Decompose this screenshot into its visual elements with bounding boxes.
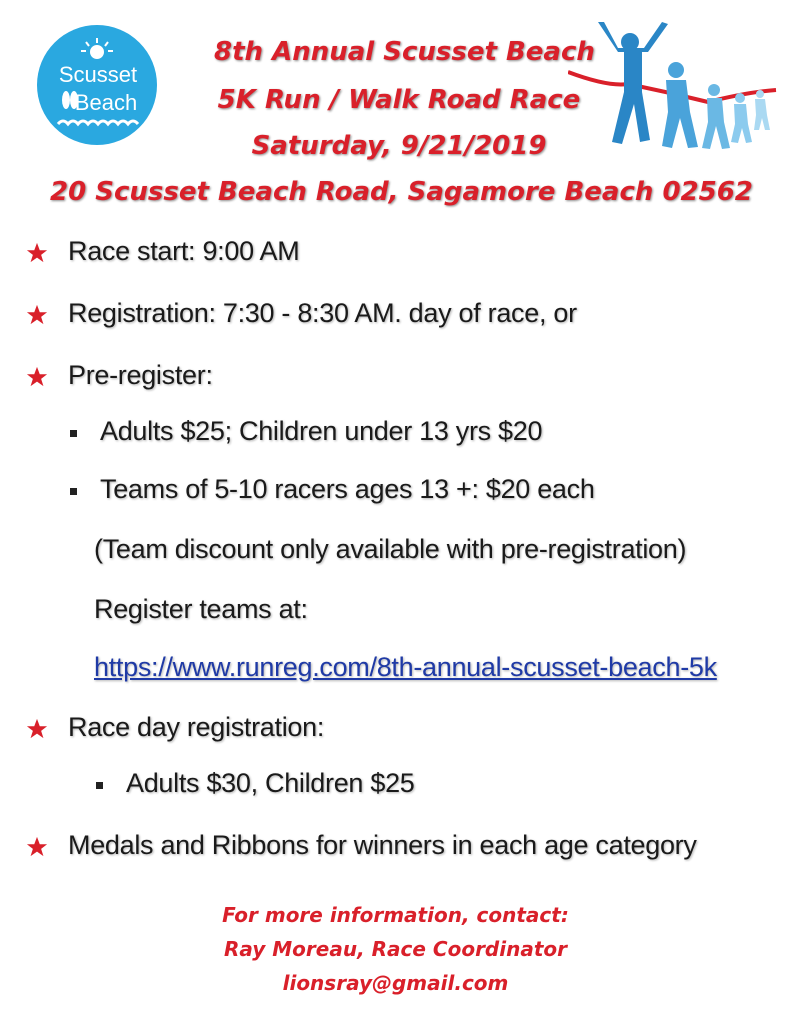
contact-email[interactable]: lionsray@gmail.com bbox=[282, 971, 509, 995]
race-day-registration: Race day registration: bbox=[68, 712, 325, 742]
registration: Registration: 7:30 - 8:30 AM. day of race, or bbox=[68, 298, 577, 328]
event-subtitle: 5K Run / Walk Road Race bbox=[217, 85, 581, 115]
star-icon bbox=[26, 242, 48, 264]
race-start: Race start: 9:00 AM bbox=[68, 236, 300, 266]
pre-register-teams: Teams of 5-10 racers ages 13 +: $20 each bbox=[100, 474, 595, 504]
pre-register: Pre-register: bbox=[68, 360, 213, 390]
medals-ribbons: Medals and Ribbons for winners in each age category bbox=[68, 830, 697, 860]
pre-register-adults: Adults $25; Children under 13 yrs $20 bbox=[100, 416, 543, 446]
event-address: 20 Scusset Beach Road, Sagamore Beach 02562 bbox=[50, 177, 753, 207]
star-icon bbox=[26, 718, 48, 740]
contact-name: Ray Moreau, Race Coordinator bbox=[223, 937, 568, 961]
contact-heading: For more information, contact: bbox=[222, 903, 569, 927]
logo-text-line1: Scusset bbox=[58, 62, 138, 87]
event-date: Saturday, 9/21/2019 bbox=[251, 131, 547, 161]
square-bullet-icon bbox=[70, 488, 77, 495]
square-bullet-icon bbox=[96, 782, 103, 789]
square-bullet-icon bbox=[70, 430, 77, 437]
runners-graphic bbox=[568, 22, 778, 182]
scusset-beach-logo bbox=[36, 24, 158, 146]
race-day-prices: Adults $30, Children $25 bbox=[126, 768, 415, 798]
logo-text-line2: Beach bbox=[74, 90, 138, 115]
register-teams-label: Register teams at: bbox=[94, 594, 308, 624]
star-icon bbox=[26, 836, 48, 858]
registration-link[interactable]: https://www.runreg.com/8th-annual-scusset-beach-5k bbox=[94, 652, 717, 682]
registration-link-row bbox=[94, 652, 717, 683]
event-title: 8th Annual Scusset Beach bbox=[214, 37, 595, 67]
star-icon bbox=[26, 366, 48, 388]
team-discount-note: (Team discount only available with pre-registration) bbox=[94, 534, 687, 564]
star-icon bbox=[26, 304, 48, 326]
